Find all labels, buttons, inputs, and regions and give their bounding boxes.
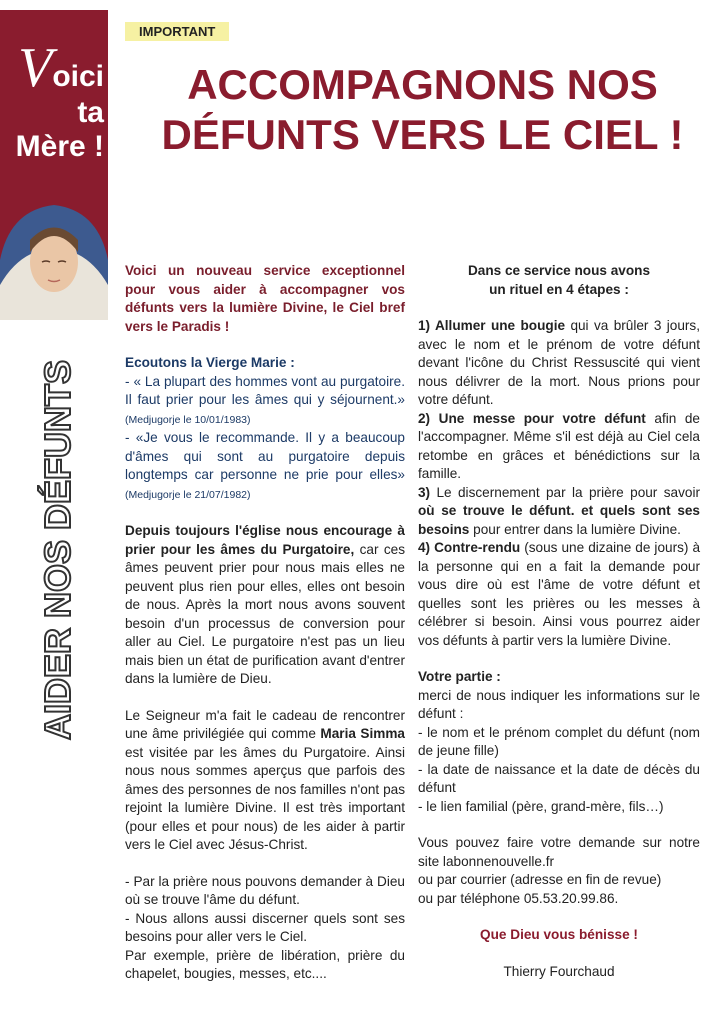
maria-simma-name: Maria Simma (320, 726, 405, 741)
headline-line-1: ACCOMPAGNONS NOS (187, 61, 658, 108)
step-1-text: qui va brûler 3 jours, avec le nom et le prénom de votre défunt devant l'icône du Christ Ressuscité qui vient nous délivrer de la mort. Nous prions pour votre défunt. (418, 318, 700, 407)
info-item-3: - le lien familial (père, grand-mère, fils…) (418, 798, 664, 814)
info-item-2: - la date de naissance et la date de décès du défunt (418, 761, 700, 795)
contact-site: Vous pouvez faire votre demande sur notre site labonnenouvelle.fr (418, 835, 700, 869)
headline-line-2: DÉFUNTS VERS LE CIEL ! (161, 111, 684, 158)
purgatoire-paragraph (125, 522, 405, 689)
quote-2-ref: (Medjugorje le 21/07/1982) (125, 488, 251, 501)
votre-partie-heading: Votre partie : (418, 669, 501, 684)
ecoutons-heading: Ecoutons la Vierge Marie : (125, 355, 295, 370)
purgatoire-rest: car ces âmes peuvent prier pour nous mais elles ne peuvent plus rien pour elles, elles ont besoin de nous. Après la mort nous avons souvent besoin d'un processus de conversion pour aller au Ciel. Le purgatoire n'est pas un lieu mais bien un état de purification avant d'entrer dans la lumière de Dieu. (125, 541, 405, 686)
quote-1-text: - « La plupart des hommes vont au purgatoire. Il faut prier pour les âmes qui y séjournent.» (125, 373, 405, 407)
step-2 (418, 410, 700, 484)
bullet-1: - Par la prière nous pouvons demander à Dieu où se trouve l'âme du défunt. (125, 873, 405, 907)
quote-2-text: - «Je vous le recommande. Il y a beaucoup d'âmes qui sont au purgatoire depuis longtemps car personne ne prie pour elles» (125, 430, 405, 482)
sidebar-banner (0, 10, 108, 320)
rituel-intro-2: un rituel en 4 étapes : (489, 281, 629, 297)
right-column (418, 262, 700, 981)
title-ta: ta (77, 96, 104, 129)
voici-ta-mere-title (6, 37, 104, 163)
step-3-b: pour entrer dans la lumière Divine. (473, 521, 681, 537)
step-1 (418, 317, 700, 410)
left-column (125, 262, 405, 984)
title-oici: oici (52, 60, 104, 93)
signature: Thierry Fourchaud (503, 963, 615, 979)
page-headline (130, 60, 715, 160)
maria-simma-b: est visitée par les âmes du Purgatoire. Ainsi nous nous sommes aperçus que parfois des âmes des personnes de nos familles n'ont pas rejoint la lumière Divine. Il est très important (pour elles et pour nous) de les aider à partir vers le Ciel avec Jésus-Christ. (125, 744, 405, 852)
maria-simma-paragraph (125, 707, 405, 855)
title-letter-v: V (18, 37, 53, 99)
quote-1-ref: (Medjugorje le 10/01/1983) (125, 413, 251, 426)
important-tag: IMPORTANT (125, 22, 229, 41)
bullet-2: - Nous allons aussi discerner quels sont ses besoins pour aller vers le Ciel. (125, 910, 405, 944)
votre-partie-intro: merci de nous indiquer les informations sur le défunt : (418, 687, 700, 721)
vertical-title-text: AIDER NOS DÉFUNTS (37, 359, 78, 741)
rituel-intro-1: Dans ce service nous avons (467, 263, 651, 278)
step-4 (418, 539, 700, 650)
purgatoire-bold: Depuis toujours l'église nous encourage à prier pour les âmes du Purgatoire, (125, 523, 405, 557)
info-item-1: - le nom et le prénom complet du défunt (nom de jeune fille) (418, 724, 700, 758)
contact-phone: ou par téléphone 05.53.20.99.86. (418, 890, 619, 906)
maria-simma-a: Le Seigneur m'a fait le cadeau de rencontrer une âme privilégiée qui comme (125, 707, 405, 741)
step-2-title: 2) Une messe pour votre défunt (418, 410, 646, 426)
step-4-title: 4) Contre-rendu (418, 540, 521, 555)
blessing: Que Dieu vous bénisse ! (480, 927, 638, 942)
contact-courrier: ou par courrier (adresse en fin de revue) (418, 872, 662, 887)
step-3-num: 3) (418, 484, 431, 500)
quote-2 (125, 429, 405, 504)
vertical-section-title (37, 359, 78, 741)
intro-paragraph: Voici un nouveau service exceptionnel pour vous aider à accompagner vos défunts vers la lumière Divine, le Ciel bref vers le Paradis ! (125, 263, 405, 334)
madonna-image (0, 190, 108, 320)
bullet-3: Par exemple, prière de libération, prière du chapelet, bougies, messes, etc.... (125, 947, 405, 981)
title-mere: Mère ! (15, 130, 104, 163)
step-1-title: 1) Allumer une bougie (418, 318, 566, 333)
quote-1 (125, 373, 405, 430)
step-2-text: afin de l'accompagner. Même s'il est déjà au Ciel cela retombe en grâces et bénédictions sur la famille. (418, 410, 700, 481)
step-3 (418, 484, 700, 540)
step-3-a: Le discernement par la prière pour savoir (436, 484, 700, 500)
step-3-bold: où se trouve le défunt. et quels sont ses besoins (418, 503, 700, 537)
step-4-text: (sous une dizaine de jours) à la personne qui en a fait la demande pour vous dire où est l'âme de votre défunt et quelles sont les prières ou les messes à célébrer si besoin. Ainsi vous pourrez aider vos défunts à partir vers la lumière Divine. (418, 540, 701, 648)
